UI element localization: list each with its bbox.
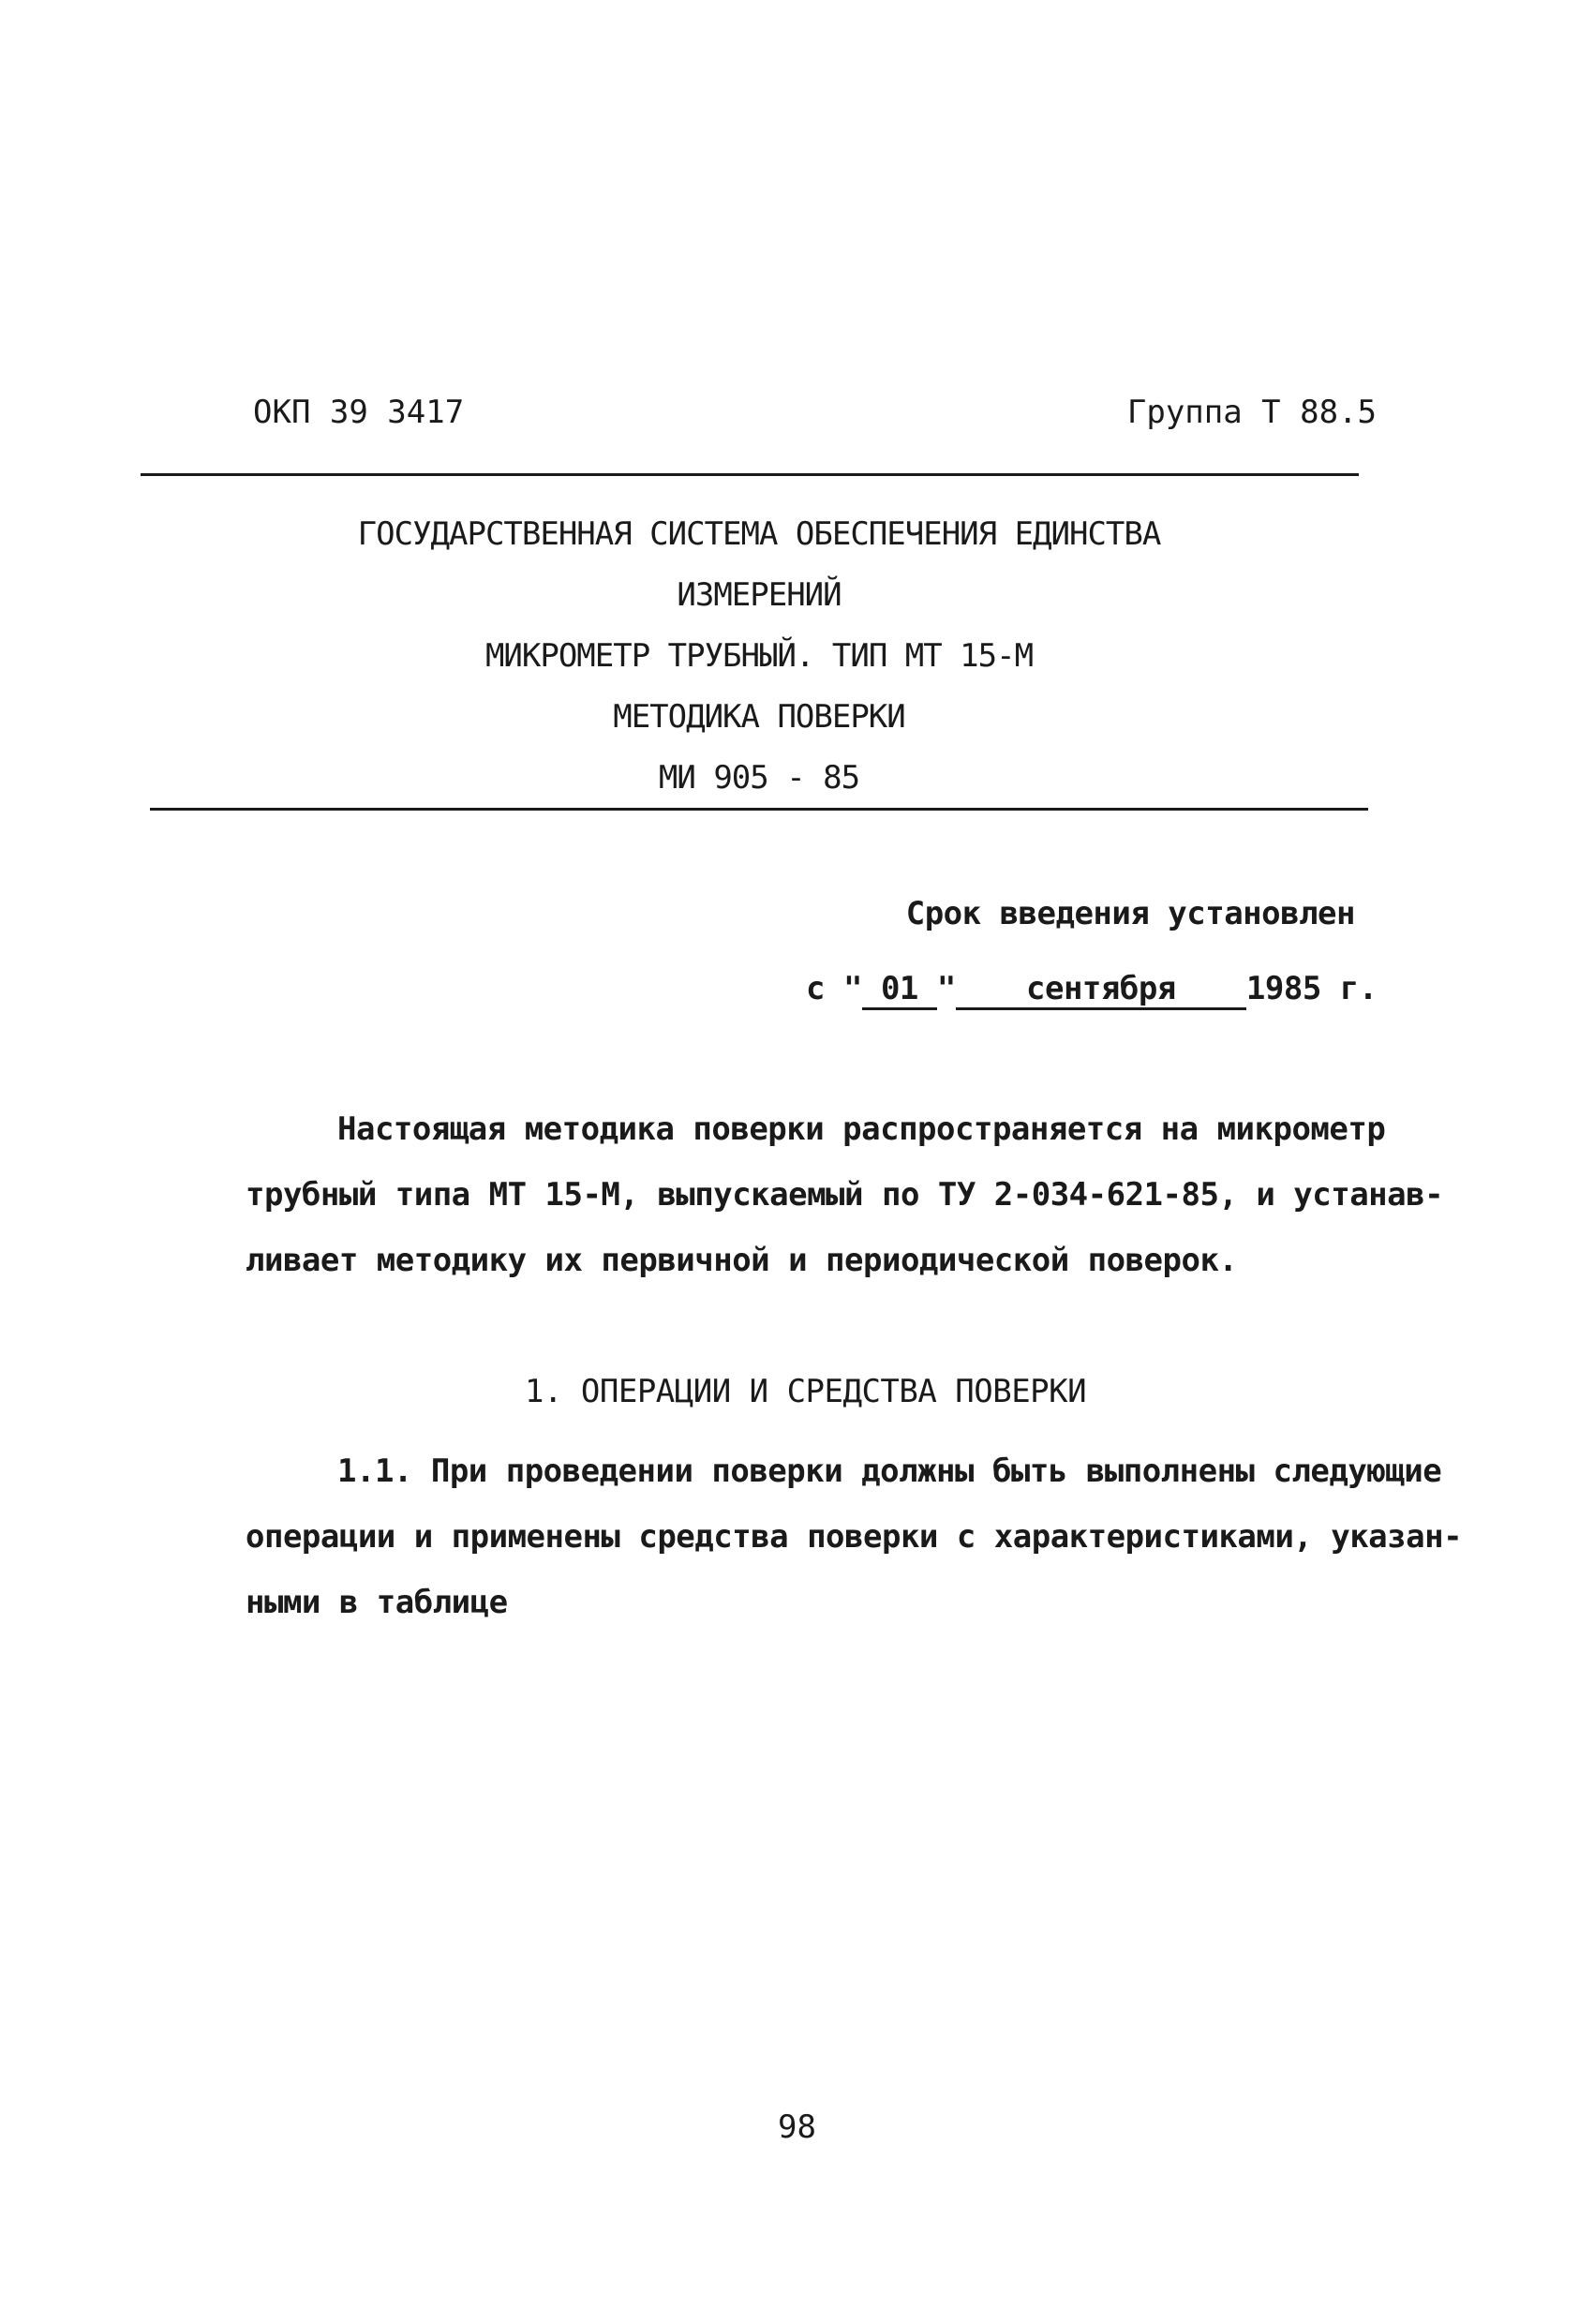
date-year: 1985 г.	[1245, 970, 1378, 1007]
date-month: сентября	[956, 970, 1246, 1010]
bottom-rule	[150, 808, 1368, 811]
section-heading: 1. ОПЕРАЦИИ И СРЕДСТВА ПОВЕРКИ	[525, 1373, 1087, 1410]
para-1-1-line-1: 1.1. При проведении поверки должны быть выполнены следующие	[337, 1452, 1442, 1490]
page-number: 98	[778, 2108, 816, 2146]
top-rule	[141, 473, 1359, 476]
title-line-2: ИЗМЕРЕНИЙ	[677, 576, 842, 614]
group-code: Группа Т 88.5	[1126, 394, 1377, 431]
effective-date	[806, 970, 1378, 1010]
title-line-4: МЕТОДИКА ПОВЕРКИ	[613, 698, 905, 736]
intro-line-1: Настоящая методика поверки распространяется на микрометр	[337, 1110, 1386, 1148]
title-line-3: МИКРОМЕТР ТРУБНЫЙ. ТИП МТ 15-М	[484, 637, 1034, 675]
effective-label: Срок введения установлен	[905, 895, 1355, 932]
para-1-1-line-3: ными в таблице	[246, 1584, 508, 1621]
date-mid: "	[936, 970, 956, 1007]
date-day: 01	[862, 970, 937, 1010]
okp-code: ОКП 39 3417	[253, 394, 465, 431]
intro-line-3: ливает методику их первичной и периодической поверок.	[246, 1242, 1238, 1279]
para-1-1-line-2: операции и применены средства поверки с характеристиками, указан-	[246, 1518, 1463, 1556]
intro-line-2: трубный типа МТ 15-М, выпускаемый по ТУ 2-034-621-85, и устанав-	[246, 1176, 1444, 1214]
document-number: МИ 905 - 85	[658, 759, 860, 797]
title-line-1: ГОСУДАРСТВЕННАЯ СИСТЕМА ОБЕСПЕЧЕНИЯ ЕДИНСТВА	[357, 515, 1161, 553]
date-prefix: с "	[806, 970, 862, 1007]
